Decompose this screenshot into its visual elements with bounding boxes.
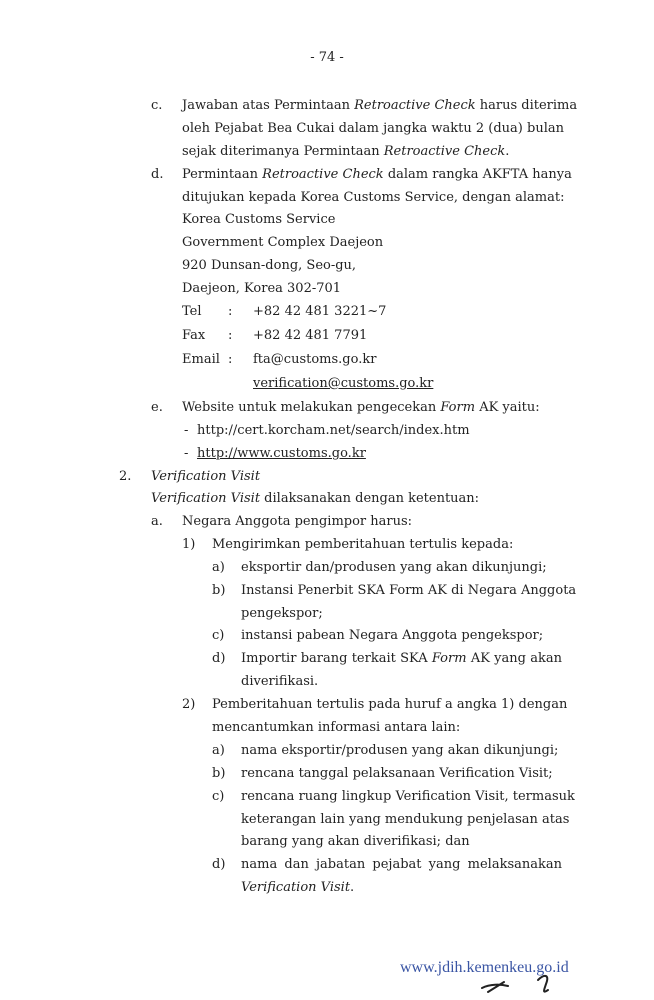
sub-1-text: Mengirimkan pemberitahuan tertulis kepada:	[212, 537, 514, 552]
email-value[interactable]: fta@customs.go.kr	[253, 352, 377, 367]
fax-value: +82 42 481 7791	[253, 328, 368, 343]
email-sep: :	[228, 352, 233, 367]
tel-sep: :	[228, 304, 233, 319]
footer-website-link[interactable]: www.jdih.kemenkeu.go.id	[400, 959, 569, 976]
list-item-marker: d)	[212, 651, 226, 666]
item-a-marker: a.	[151, 514, 163, 529]
tel-value: +82 42 481 3221~7	[253, 304, 387, 319]
address-line: Daejeon, Korea 302-701	[182, 281, 342, 296]
list-item-marker: d)	[212, 857, 226, 872]
list-item: rencana ruang lingkup Verification Visit, termasuk	[241, 789, 575, 804]
item-d-marker: d.	[151, 167, 164, 182]
tel-label: Tel	[182, 304, 202, 319]
list-item: eksportir dan/produsen yang akan dikunjungi;	[241, 560, 547, 575]
sub-2-marker: 2)	[182, 697, 196, 712]
item-a-text: Negara Anggota pengimpor harus:	[182, 514, 413, 529]
address-line: Korea Customs Service	[182, 212, 336, 227]
list-item-cont: keterangan lain yang mendukung penjelasan atas	[241, 812, 570, 827]
section-2-heading: Verification Visit	[151, 469, 261, 484]
link-dash: -	[184, 423, 189, 438]
list-item-cont: barang yang akan diverifikasi; dan	[241, 834, 470, 849]
item-d-line2: ditujukan kepada Korea Customs Service, dengan alamat:	[182, 190, 565, 205]
email-label: Email	[182, 352, 220, 367]
sub-2-line2: mencantumkan informasi antara lain:	[212, 720, 461, 735]
list-item-marker: c)	[212, 789, 225, 804]
list-item: nama eksportir/produsen yang akan dikunjungi;	[241, 743, 559, 758]
item-c-line2: oleh Pejabat Bea Cukai dalam jangka waktu 2 (dua) bulan	[182, 121, 564, 136]
page-number: - 74 -	[310, 50, 344, 65]
item-c-line1: Jawaban atas Permintaan Retroactive Check harus diterima	[182, 98, 578, 113]
item-e-marker: e.	[151, 400, 163, 415]
item-e-line1: Website untuk melakukan pengecekan Form AK yaitu:	[182, 400, 540, 415]
item-c-line3: sejak diterimanya Permintaan Retroactive Check.	[182, 144, 510, 159]
list-item: Importir barang terkait SKA Form AK yang akan	[241, 651, 562, 666]
list-item: Instansi Penerbit SKA Form AK di Negara Anggota	[241, 583, 577, 598]
website-link[interactable]: http://www.customs.go.kr	[197, 446, 366, 461]
sub-1-marker: 1)	[182, 537, 196, 552]
list-item-marker: a)	[212, 560, 225, 575]
list-item-cont: Verification Visit.	[241, 880, 355, 895]
section-2-marker: 2.	[119, 469, 132, 484]
section-2-intro: Verification Visit dilaksanakan dengan ketentuan:	[151, 491, 480, 506]
list-item-cont: diverifikasi.	[241, 674, 319, 689]
address-line: Government Complex Daejeon	[182, 235, 384, 250]
list-item: instansi pabean Negara Anggota pengekspor;	[241, 628, 544, 643]
fax-sep: :	[228, 328, 233, 343]
signature-icon	[478, 970, 568, 998]
list-item-marker: a)	[212, 743, 225, 758]
sub-2-line1: Pemberitahuan tertulis pada huruf a angka 1) dengan	[212, 697, 568, 712]
address-line: 920 Dunsan-dong, Seo-gu,	[182, 258, 357, 273]
website-link[interactable]: http://cert.korcham.net/search/index.htm	[197, 423, 470, 438]
list-item-marker: b)	[212, 766, 226, 781]
list-item-marker: b)	[212, 583, 226, 598]
list-item: rencana tanggal pelaksanaan Verification Visit;	[241, 766, 553, 781]
list-item-marker: c)	[212, 628, 225, 643]
email-value-2[interactable]: verification@customs.go.kr	[253, 376, 434, 391]
fax-label: Fax	[182, 328, 206, 343]
link-dash: -	[184, 446, 189, 461]
item-d-line1: Permintaan Retroactive Check dalam rangka AKFTA hanya	[182, 167, 572, 182]
item-c-marker: c.	[151, 98, 163, 113]
list-item-cont: pengekspor;	[241, 606, 323, 621]
list-item: nama dan jabatan pejabat yang melaksanakan	[241, 857, 562, 872]
